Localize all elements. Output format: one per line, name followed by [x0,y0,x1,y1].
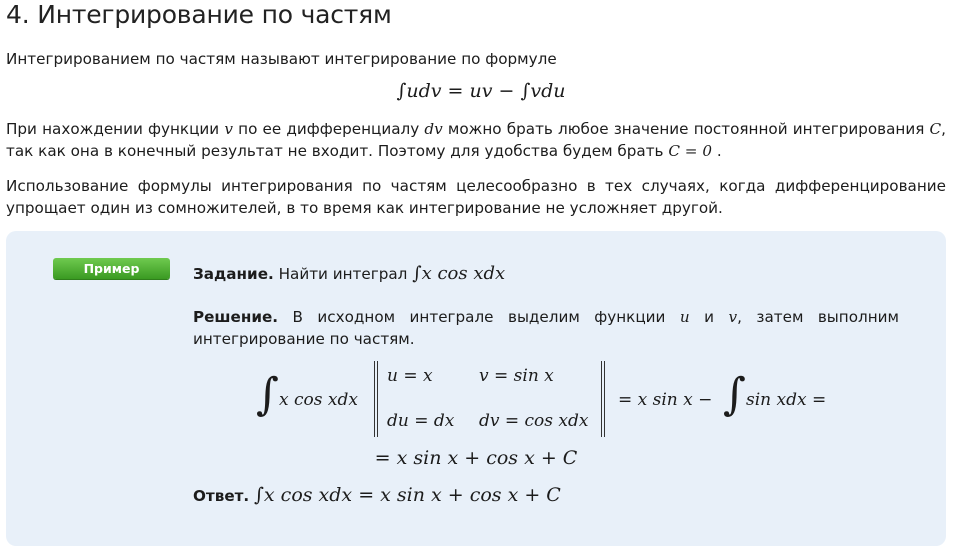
rhs-part-a: = x sin x − [618,390,713,410]
var-dv: dv [424,120,443,138]
rhs-part-b: sin xdx = [746,390,827,410]
solution-text: В исходном интеграле выделим функции [278,308,680,326]
text: по ее дифференциалу [232,120,425,138]
right-double-bar [601,361,605,437]
example-badge: Пример [53,258,170,279]
var-C: C [929,120,942,138]
solution-text-2: , затем выполним интегрирование по частям. [193,308,899,348]
integral-sign: ∫ [723,369,746,420]
text: . [712,142,722,160]
example-box [6,231,946,546]
answer [193,484,561,506]
text: и [689,308,729,326]
constant-paragraph [6,118,946,162]
cell-v: v = sin x [479,366,554,386]
answer-formula: ∫x cos xdx = x sin x + cos x + C [254,484,561,506]
var-v: v [224,120,233,138]
text: При нахождении функции [6,120,225,138]
text: можно брать любое значение постоянной интегрирования [442,120,930,138]
main-formula: ∫udv = uv − ∫vdu [396,80,566,102]
C-zero: C = 0 [668,142,712,160]
solution-label: Решение. [193,308,279,326]
task-text: Найти интеграл [273,265,413,283]
answer-label: Ответ. [193,487,250,505]
section-heading: 4. Интегрирование по частям [6,0,392,29]
intro-paragraph: Интегрированием по частям называют интегрирование по формуле [6,50,557,68]
task-formula: ∫x cos xdx [412,263,506,284]
var-u: u [679,308,690,326]
var-v: v [728,308,738,326]
cell-dv: dv = cos xdx [479,411,589,431]
task-label: Задание. [193,265,274,283]
left-double-bar [374,361,378,437]
solution [193,306,899,350]
cell-du: du = dx [387,411,455,431]
integral-sign: ∫ [256,369,279,420]
integrand: x cos xdx [279,390,358,410]
text: , так как она в конечный результат не входит. Поэтому для удобства будем брать [6,120,946,160]
usage-paragraph: Использование формулы интегрирования по частям целесообразно в тех случаях, когда дифференцирование упрощает один из сомножителей, в то время как интегрирование не усложняет другой. [6,177,946,217]
solution-math [6,359,946,449]
cell-u: u = x [387,366,433,386]
task [193,263,899,285]
result-line: = x sin x + cos x + C [374,447,578,469]
